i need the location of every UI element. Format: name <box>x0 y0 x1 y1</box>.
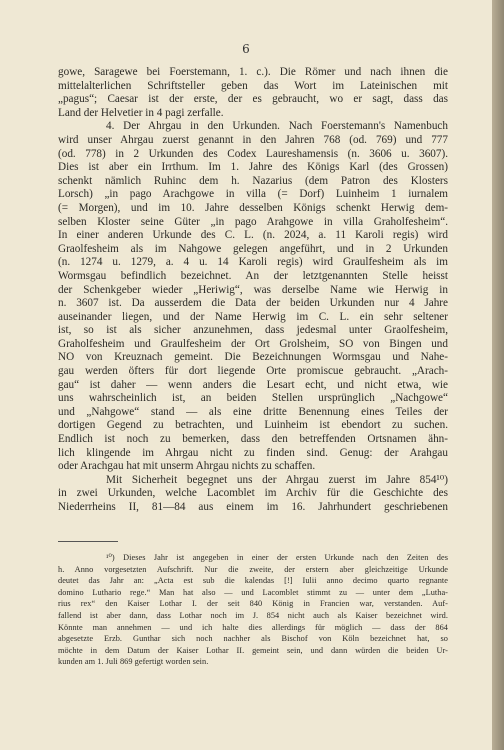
text-line: (= Morgen), und im 10. Jahre desselben Königs schenkt Herwig dem- <box>58 201 448 214</box>
footnote-line: möchte in dem Datum der Kaiser Lothar II. gemeint sein, und dann würden die beiden Ur- <box>58 645 448 655</box>
text-line: dortigen Gegend zu betrachten, und Luinheim ist ebendort zu suchen. <box>58 419 448 432</box>
footnote-line: kunden am 1. Juli 869 gefertigt worden sein. <box>58 657 209 667</box>
footnote-line: deutet das Jahr an: „Acta est sub die kalendas [!] Iulii anno decimo quarto regnante <box>58 576 448 586</box>
text-line: Graolfesheim als im Nahgowe gelegen angeführt, und in 2 Urkunden <box>58 242 448 255</box>
text-line: schenkt nämlich Ruhinc dem h. Nazarius (dem Patron des Klosters <box>58 174 448 187</box>
footnote-line: h. Anno vorgesetzten Aufschrift. Nur die zweite, der erstern aber gleichzeitige Urkunde <box>58 564 448 574</box>
text-line: 4. Der Ahrgau in den Urkunden. Nach Foerstemann's Namenbuch <box>106 120 448 133</box>
text-line: (od. 778) in 2 Urkunden des Codex Laureshamensis (n. 3606 u. 3607). <box>58 147 448 160</box>
text-line: in zwei Urkunden, welche Lacomblet im Archiv für die Geschichte des <box>58 487 448 500</box>
text-line: gau werden öfters für dort liegende Orte promiscue gebraucht. „Arach- <box>58 365 448 378</box>
text-line: Wormsgau befindlich bezeichnet. An der letztgenannten Stelle heisst <box>58 269 448 282</box>
text-line: (n. 1274 u. 1279, a. 4 u. 14 Karoli regis) wird Graulfesheim als im <box>58 256 448 269</box>
text-line: gowe, Saragewe bei Foerstemann, 1. c.). Die Römer und nach ihnen die <box>58 66 448 78</box>
text-line: wird unser Ahrgau zuerst genannt in den Jahren 768 (od. 769) und 777 <box>58 133 448 146</box>
page-edge <box>492 0 504 750</box>
text-line: auseinander liegen, und der Name Herwig im C. L. ein sehr seltener <box>58 310 448 323</box>
text-line: ist, so ist als sicher anzunehmen, dass jedesmal unter Graolfesheim, <box>58 324 448 337</box>
text-line: Niederrheins II, 81—84 aus einem im 16. Jahrhundert geschriebenen <box>58 501 448 513</box>
footnote-line: Könnte man annehmen — und ich halte dies allerdings für möglich — dass der 864 <box>58 622 448 632</box>
footnote-line: ¹⁰) Dieses Jahr ist angegeben in einer der ersten Urkunde nach den Zeiten des <box>106 553 448 562</box>
body-text <box>58 66 448 515</box>
text-line: Lorsch) „in pago Arachgowe in villa (= Dorf) Luinheim 1 iurnalem <box>58 188 448 201</box>
text-line: Graholfesheim und Graulfesheim der Ort Grolsheim, SO von Bingen und <box>58 337 448 350</box>
text-line: oder Arachgau hat mit unserm Ahrgau nichts zu schaffen. <box>58 460 316 473</box>
text-line: „pagus“; Caesar ist der erste, der es gebraucht, wo er sagt, dass das <box>58 93 448 106</box>
footnote-line: rius rex“ den Kaiser Lothar I. der seit 840 König in Francien war, verstanden. Auf- <box>58 599 448 609</box>
footnote-line: fallend ist aber dann, dass Lothar noch im J. 854 nicht auch als Kaiser bezeichnet wird. <box>58 610 448 620</box>
text-line: n. 3607 ist. Da ausserdem die Data der beiden Urkunden nur 4 Jahre <box>58 297 448 310</box>
text-line: uns wahrscheinlich ist, an beiden Stellen ursprünglich „Nachgowe“ <box>58 392 448 405</box>
text-line: Endlich ist noch zu bemerken, dass den betreffenden Ortsnamen ähn- <box>58 433 448 446</box>
footnote-rule <box>58 541 118 542</box>
text-line: gau“ ist daher — wenn anders die Lesart echt, und nicht etwa, wie <box>58 378 448 391</box>
text-line: Dies ist aber ein Irrthum. Im 1. Jahre des Königs Karl (des Grossen) <box>58 161 448 174</box>
text-line: mittelalterlichen Schriftsteller geben das Wort im Lateinischen mit <box>58 79 448 92</box>
text-line: der Schenkgeber wieder „Heriwig“, was derselbe Name wie Herwig in <box>58 283 448 296</box>
text-line: Land der Helvetier in 4 pagi zerfalle. <box>58 106 224 119</box>
text-line: Mit Sicherheit begegnet uns der Ahrgau zuerst im Jahre 854¹⁰) <box>106 473 448 486</box>
footnote-text <box>58 552 448 668</box>
text-line: lich klingende im Ahrgau nicht zu finden sind. Genug: der Arahgau <box>58 446 448 459</box>
text-line: NO von Kreuznach gemeint. Die Bezeichnungen Wormsgau und Nahe- <box>58 351 448 364</box>
footnote-line: abgesetzte Erzb. Gunthar sich noch nachher als Bischof von Köln bezeichnet hat, so <box>58 634 448 644</box>
text-line: selben Kloster seine Güter „in pago Arahgowe in villa Graholfesheim“. <box>58 215 448 228</box>
text-line: In einer anderen Urkunde des C. L. (n. 2024, a. 11 Karoli regis) wird <box>58 229 448 242</box>
footnote-line: domino Luthario rege.“ Man hat also — und Lacomblet stimmt zu — unter dem „Lutha- <box>58 587 448 597</box>
page-number: 6 <box>242 42 250 56</box>
text-line: und „Nahgowe“ stand — als eine dritte Benennung eines Teiles der <box>58 405 448 418</box>
